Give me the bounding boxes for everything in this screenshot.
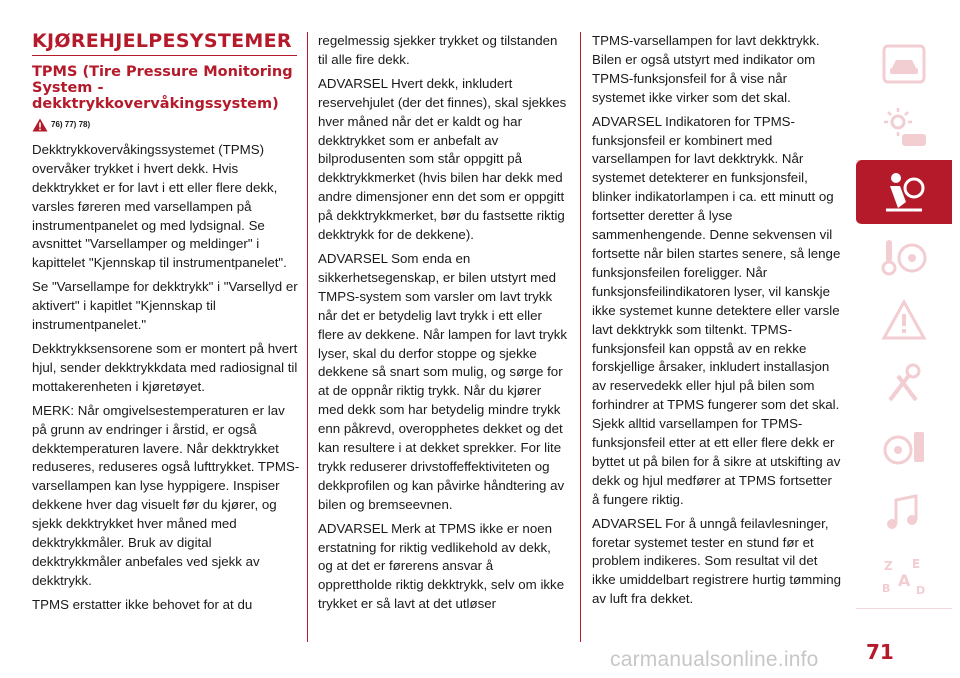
page-number: 71	[866, 640, 894, 664]
tab-starting-driving[interactable]	[856, 224, 952, 289]
warning-references	[32, 116, 300, 135]
tab-technical-data[interactable]	[856, 416, 952, 481]
airbag-safety-icon	[876, 168, 932, 216]
paragraph: Se "Varsellampe for dekktrykk" i "Varsellyd er aktivert" i kapitlet "Kjennskap til instrumentpanelet."	[32, 279, 298, 333]
warning-triangle-icon	[876, 296, 932, 344]
maintenance-tools-icon	[876, 360, 932, 408]
multimedia-icon	[876, 488, 932, 536]
tab-maintenance[interactable]	[856, 352, 952, 417]
technical-data-icon	[876, 424, 932, 472]
car-info-icon	[876, 40, 932, 88]
warning-paragraph: ADVARSEL Indikatoren for TPMS-funksjonsfeil er kombinert med varsellampen for lavt dekktrykk. Når systemet detekterer en funksjonsfeil, blinker indikatorlampen i ca. ett minutt og fortsetter deretter å lyse sammenhengende. Denne sekvensen vil fortsette når bilen startes senere, så lenge funksjonsfeilen foreligger. Når funksjonsfeilindikatoren lyser, vil kanskje ikke systemet kunne detektere eller varsle lavt dekktrykk som tiltenkt. TPMS-funksjonsfeil kan oppstå av en rekke forskjellige årsaker, inkludert installasjon av reservedekk eller hjul på bilen som forhindrer at TPMS fungerer som det skal. Sjekk alltid varsellampen for TPMS-funksjonsfeil etter at ett eller flere dekk er byttet ut på bilen for å sikre at utskifting av dekk og hjul medfører at TPMS fortsetter å fungere riktig.	[592, 113, 841, 507]
tab-car-info[interactable]	[856, 32, 952, 97]
svg-text:Z: Z	[884, 559, 893, 573]
tab-safety[interactable]	[856, 160, 952, 225]
chapter-tab-bar	[856, 32, 952, 612]
paragraph: Dekktrykksensorene som er montert på hvert hjul, sender dekktrykkdata med radiosignal til mottakerenheten i kjøretøyet.	[32, 340, 298, 394]
tab-dashboard-lights[interactable]	[856, 96, 952, 161]
warning-paragraph: ADVARSEL Som enda en sikkerhetsegenskap, er bilen utstyrt med TMPS-system som varsler om lavt trykk når det er betydelig lavt trykk i ett eller flere av dekkene. Når lampen for lavt trykk lyser, skal du derfor stoppe og sjekke dekkene så snart som mulig, og sørge for at de oppnår riktig trykk. Når du kjører med dekk som har betydelig mindre trykk enn påkrevd, overopphetes dekket og det kan resultere i at dekket sprekker. For lite trykk reduserer drivstoffeffektiviteten og dekkprofilen og kan påvirke håndtering av bilen og bremseevnen.	[318, 250, 568, 512]
paragraph: TPMS erstatter ikke behovet for at du	[32, 596, 253, 612]
text-column-2	[318, 32, 568, 619]
section-title: TPMS (Tire Pressure Monitoring System - dekktrykkovervåkingssystem)	[32, 64, 293, 112]
paragraph: regelmessig sjekker trykket og tilstanden til alle fire dekk.	[318, 33, 558, 67]
dashboard-lights-icon	[876, 104, 932, 152]
warning-paragraph: ADVARSEL Hvert dekk, inkludert reservehjulet (der det finnes), skal sjekkes hver måned når det er kaldt og har dekktrykket som er anbefalt av bilprodusenten som står oppgitt på dekktrykkmerket (hvis bilen har dekk med andre dimensjoner enn det som er oppgitt på dekktrykkmerket, bør du fastsette riktig dekktrykk for de dekkene).	[318, 75, 567, 243]
warning-reference-numbers: 76) 77) 78)	[51, 120, 91, 129]
paragraph: TPMS-varsellampen for lavt dekktrykk. Bilen er også utstyrt med indikator om TPMS-funksjonsfeil for å vise når systemet ikke virker som det skal.	[592, 33, 820, 105]
key-steering-wheel-icon	[876, 232, 932, 280]
tab-emergency[interactable]	[856, 288, 952, 353]
svg-text:B: B	[882, 582, 891, 595]
tab-index[interactable]	[856, 544, 952, 609]
chapter-title: KJØREHJELPESYSTEMER	[32, 30, 292, 52]
column-divider	[307, 32, 308, 642]
svg-text:A: A	[898, 571, 911, 590]
alphabetical-index-icon	[876, 552, 932, 600]
tab-multimedia[interactable]	[856, 480, 952, 545]
text-column-1	[32, 30, 300, 620]
warning-triangle-icon	[32, 118, 48, 132]
text-column-3	[592, 32, 842, 614]
chapter-title-rule	[32, 55, 297, 56]
paragraph: MERK: Når omgivelsestemperaturen er lav på grunn av endringer i årstid, er også dekktemperaturen lavere. Når dekktrykket reduseres, reduseres også lufttrykket. TPMS-varsellampen kan lyse hyppigere. Inspiser dekkene hver dag visuelt før du kjører, og sjekk dekktrykket hver måned med dekktrykkmåler. Bruk av digital dekktrykkmåler anbefales ved sjekk av dekktrykk.	[32, 402, 300, 588]
svg-text:D: D	[916, 584, 926, 597]
column-divider	[580, 32, 581, 642]
paragraph: Dekktrykkovervåkingssystemet (TPMS) overvåker trykket i hvert dekk. Hvis dekktrykket er for lavt i ett eller flere dekk, varsles føreren med varsellampen på instrumentpanelet og med lydsignal. Se avsnittet "Varsellamper og meldinger" i kapittelet "Kjennskap til instrumentpanelet".	[32, 141, 287, 271]
watermark: carmanualsonline.info	[610, 648, 819, 671]
svg-text:E: E	[912, 557, 921, 571]
warning-paragraph: ADVARSEL Merk at TPMS ikke er noen erstatning for riktig vedlikehold av dekk, og at det er førerens ansvar å opprettholde riktig dekktrykk, selv om ikke trykket er så lavt at det utløser	[318, 520, 565, 612]
warning-paragraph: ADVARSEL For å unngå feilavlesninger, foretar systemet tester en stund før et problem indikeres. Som resultat vil det ikke umiddelbart registrere hurtig tømming av luft fra dekket.	[592, 515, 842, 607]
